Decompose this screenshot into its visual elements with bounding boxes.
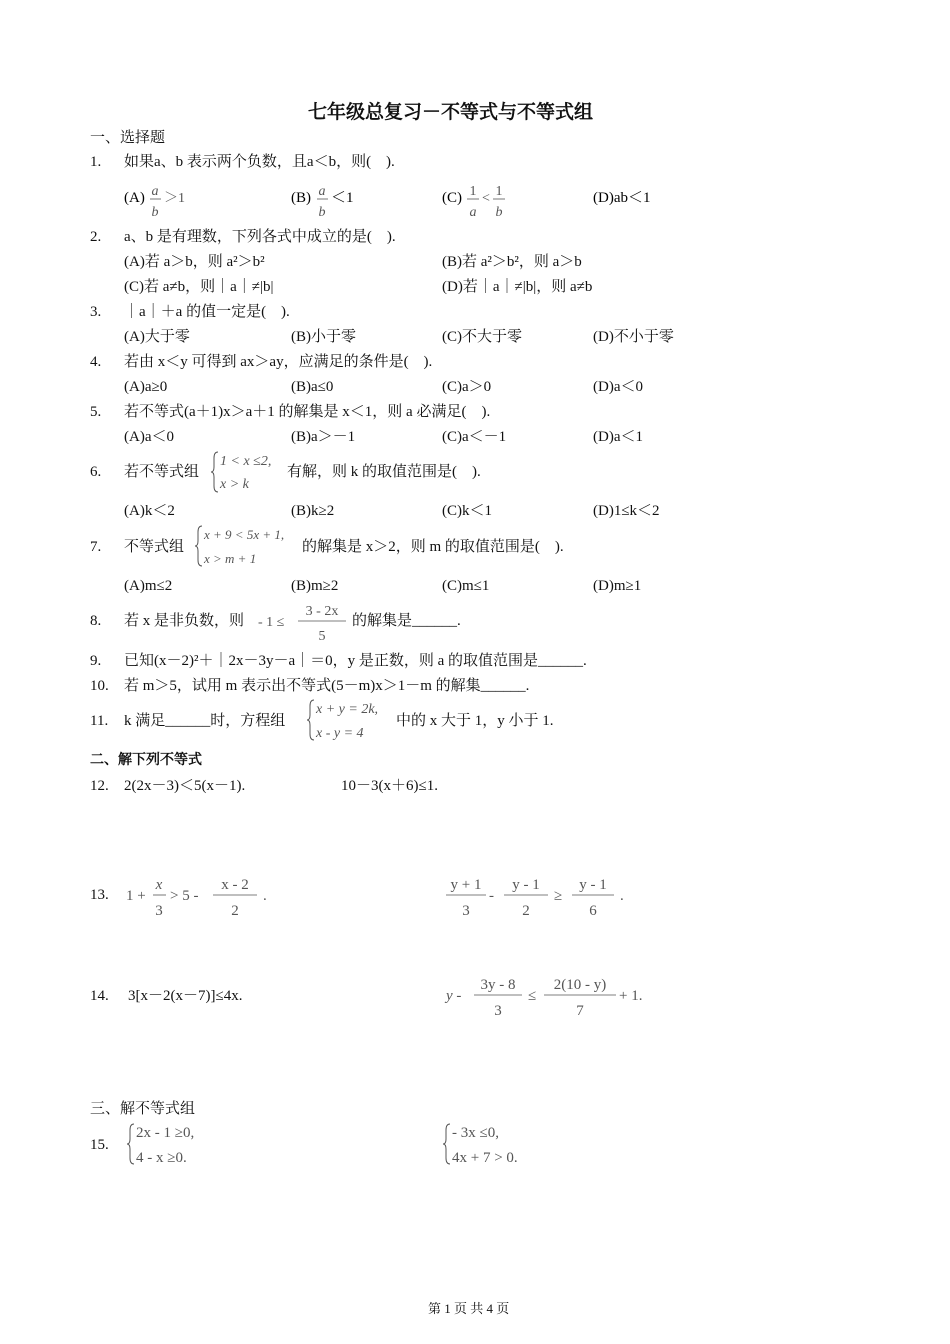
q3-option-a: (A)大于零	[124, 329, 190, 345]
q13b-end: .	[620, 888, 624, 904]
question-number: 3.	[90, 304, 102, 320]
q6-option-c: (C)k＜1	[442, 503, 492, 519]
question-stem-post: 的解集是______.	[352, 613, 461, 629]
q1-c-denominator-2: b	[495, 205, 503, 220]
q5-option-c: (C)a＜－1	[442, 429, 507, 445]
question-stem-post: 的解集是 x＞2，则 m 的取值范围是( ).	[302, 539, 564, 555]
q1-b-relation: ＜1	[331, 190, 354, 206]
q7-option-a: (A)m≤2	[124, 578, 173, 594]
q14b-end: + 1.	[619, 988, 643, 1004]
q7-option-b: (B)m≥2	[291, 578, 339, 594]
section-heading-inequalities: 二、解下列不等式	[90, 752, 202, 768]
page-title: 七年级总复习－不等式与不等式组	[308, 101, 594, 123]
q14b-relation: ≤	[528, 988, 537, 1004]
question-stem: 若由 x＜y 可得到 ax＞ay，应满足的条件是( ).	[124, 354, 433, 370]
q1-c-numerator-1: 1	[469, 184, 477, 199]
q7-system-line-2: x > m + 1	[204, 551, 257, 566]
q11-system-line-2: x - y = 4	[316, 726, 364, 741]
q14b-lead: y -	[446, 988, 462, 1004]
q15-system-a	[126, 1120, 236, 1170]
q13b-denominator-3: 6	[589, 903, 597, 919]
q7-inequality-system	[194, 522, 304, 570]
q8-denominator: 5	[318, 629, 326, 644]
q13-inequality-a	[124, 872, 274, 922]
q3-option-b: (B)小于零	[291, 329, 356, 345]
q12-inequality-a: 2(2x－3)＜5(x－1).	[124, 778, 246, 794]
q1-a-relation: ＞1	[164, 191, 185, 206]
question-stem: 若不等式(a＋1)x＞a＋1 的解集是 x＜1，则 a 必满足( ).	[124, 404, 491, 420]
question-number: 4.	[90, 354, 102, 370]
question-stem-pre: k 满足______时，方程组	[124, 713, 286, 729]
q2-option-b: (B)若 a²＞b²，则 a＞b	[442, 254, 582, 270]
q1-b-denominator: b	[318, 205, 326, 220]
q15b-line-2: 4x + 7 > 0.	[452, 1150, 518, 1166]
page-footer: 第 1 页 共 4 页	[428, 1301, 510, 1316]
q15b-line-1: - 3x ≤0,	[452, 1125, 499, 1141]
q4-option-b: (B)a≤0	[291, 379, 334, 395]
q5-option-b: (B)a＞－1	[291, 429, 356, 445]
q7-option-c: (C)m≤1	[442, 578, 490, 594]
q13b-numerator-3: y - 1	[579, 877, 607, 893]
q4-option-a: (A)a≥0	[124, 379, 168, 395]
question-number: 9.	[90, 653, 102, 669]
q1-a-denominator: b	[151, 205, 159, 220]
q7-option-d: (D)m≥1	[593, 578, 642, 594]
q15a-line-2: 4 - x ≥0.	[136, 1150, 187, 1166]
question-number: 10.	[90, 678, 109, 694]
question-number: 14.	[90, 988, 109, 1004]
q13a-end: .	[263, 888, 267, 904]
q1-b-numerator: a	[318, 184, 326, 199]
q6-system-line-1: 1 < x ≤2,	[220, 454, 272, 469]
q13b-denominator-2: 2	[522, 903, 530, 919]
q5-option-a: (A)a＜0	[124, 429, 174, 445]
question-stem: ｜a｜＋a 的值一定是( ).	[124, 304, 290, 320]
q13a-numerator-1: x	[155, 877, 163, 893]
q13a-lead: 1 +	[126, 888, 146, 904]
q1-option-b-label: (B)	[291, 190, 311, 206]
q12-inequality-b: 10－3(x＋6)≤1.	[341, 778, 438, 794]
question-number: 1.	[90, 154, 102, 170]
q3-option-d: (D)不小于零	[593, 329, 674, 345]
q14b-numerator-2: 2(10 - y)	[553, 977, 607, 993]
question-stem: 若 m＞5，试用 m 表示出不等式(5－m)x＞1－m 的解集______.	[124, 678, 530, 694]
q6-option-b: (B)k≥2	[291, 503, 335, 519]
question-number: 5.	[90, 404, 102, 420]
q3-option-c: (C)不大于零	[442, 329, 522, 345]
question-number: 8.	[90, 613, 102, 629]
q8-numerator: 3 - 2x	[305, 604, 339, 619]
q13b-relation: ≥	[554, 888, 563, 904]
question-stem: a、b 是有理数，下列各式中成立的是( ).	[124, 229, 396, 245]
q15a-line-1: 2x - 1 ≥0,	[136, 1125, 195, 1141]
question-stem: 已知(x－2)²＋｜2x－3y－a｜＝0，y 是正数，则 a 的取值范围是______.	[124, 653, 587, 669]
question-stem: 如果a、b 表示两个负数，且a＜b，则( ).	[124, 154, 395, 170]
question-number: 13.	[90, 887, 109, 903]
q13-inequality-b	[444, 872, 634, 922]
question-number: 7.	[90, 539, 102, 555]
q14b-denominator-2: 7	[576, 1003, 584, 1019]
question-number: 12.	[90, 778, 109, 794]
q13a-middle: > 5 -	[170, 888, 199, 904]
question-number: 6.	[90, 464, 102, 480]
q14-inequality-a: 3[x－2(x－7)]≤4x.	[128, 988, 243, 1004]
question-stem-pre: 若不等式组	[124, 464, 200, 480]
q13a-denominator-2: 2	[231, 903, 239, 919]
q13a-numerator-2: x - 2	[221, 877, 249, 893]
q11-system-line-1: x + y = 2k,	[316, 702, 379, 717]
q4-option-c: (C)a＞0	[442, 379, 492, 395]
q1-option-a-label: (A)	[124, 190, 145, 206]
q8-inequality	[256, 598, 352, 646]
question-stem-pre: 不等式组	[124, 539, 185, 555]
q13b-operator: -	[489, 888, 494, 904]
q11-equation-system	[306, 696, 402, 744]
q1-option-c-label: (C)	[442, 190, 462, 206]
question-stem-pre: 若 x 是非负数，则	[124, 613, 245, 629]
question-number: 11.	[90, 713, 109, 729]
q6-option-d: (D)1≤k＜2	[593, 503, 660, 519]
q1-c-denominator-1: a	[469, 205, 477, 220]
q14-inequality-b	[444, 972, 654, 1022]
q8-left-side: - 1 ≤	[258, 615, 285, 630]
q13a-denominator-1: 3	[155, 903, 163, 919]
q2-option-a: (A)若 a＞b，则 a²＞b²	[124, 254, 265, 270]
q1-c-numerator-2: 1	[495, 184, 503, 199]
section-heading-systems: 三、解不等式组	[90, 1101, 196, 1117]
q14b-denominator-1: 3	[494, 1003, 502, 1019]
q1-c-relation: <	[482, 191, 490, 206]
q1-options-math	[124, 178, 651, 222]
q6-option-a: (A)k＜2	[124, 503, 175, 519]
q7-system-line-1: x + 9 < 5x + 1,	[204, 527, 285, 542]
section-heading-choice: 一、选择题	[90, 130, 166, 146]
q13b-denominator-1: 3	[462, 903, 470, 919]
question-number: 2.	[90, 229, 102, 245]
q13b-numerator-1: y + 1	[450, 877, 482, 893]
q5-option-d: (D)a＜1	[593, 429, 643, 445]
q13b-numerator-2: y - 1	[512, 877, 540, 893]
q2-option-d: (D)若｜a｜≠|b|，则 a≠b	[442, 279, 593, 295]
q14b-numerator-1: 3y - 8	[480, 977, 516, 993]
q15-system-b	[442, 1120, 552, 1170]
q1-option-d: (D)ab＜1	[593, 190, 651, 206]
question-stem-post: 中的 x 大于 1，y 小于 1.	[396, 713, 554, 729]
question-stem-post: 有解，则 k 的取值范围是( ).	[287, 464, 481, 480]
q2-option-c: (C)若 a≠b，则｜a｜≠|b|	[124, 279, 274, 295]
q6-inequality-system	[210, 448, 290, 496]
q6-system-line-2: x > k	[220, 477, 249, 492]
q4-option-d: (D)a＜0	[593, 379, 643, 395]
q1-a-numerator: a	[151, 184, 159, 199]
question-number: 15.	[90, 1137, 109, 1153]
